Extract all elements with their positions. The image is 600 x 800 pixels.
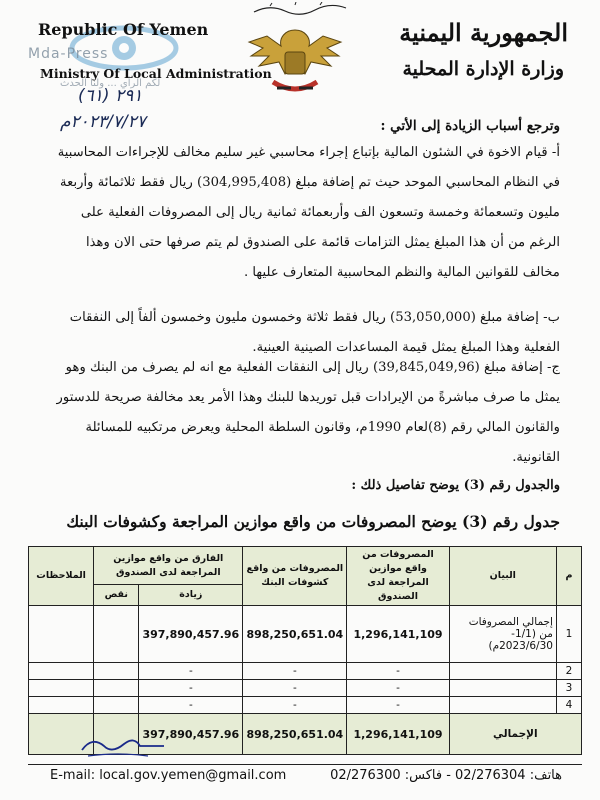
ministry-title-ar: وزارة الإدارة المحلية <box>402 58 564 80</box>
header-diff: الفارق من واقع موازين المراجعة لدى الصندوق <box>94 547 243 585</box>
header-m: م <box>556 547 581 606</box>
header-notes: الملاحظات <box>29 547 94 606</box>
cell-exp-ledger: - <box>347 663 449 680</box>
basmala-calligraphy <box>250 2 350 16</box>
table-row <box>29 680 582 697</box>
cell-decrease <box>94 606 139 663</box>
cell-m: 2 <box>556 663 581 680</box>
cell-notes <box>29 680 94 697</box>
cell-m: 3 <box>556 680 581 697</box>
cell-statement: إجمالي المصروفات من (1/1- 2023/6/30م) <box>449 606 556 663</box>
cell-exp-bank: - <box>243 680 347 697</box>
cell-decrease <box>94 663 139 680</box>
cell-increase: - <box>139 663 243 680</box>
cell-statement <box>449 663 556 680</box>
watermark-text: Mda-Press <box>28 46 109 62</box>
cell-m: 4 <box>556 697 581 714</box>
footer-email: E-mail: local.gov.yemen@gmail.com <box>50 768 287 783</box>
header-exp-ledger: المصروفات من واقع موازين المراجعة لدى الصندوق <box>347 547 449 606</box>
cell-exp-bank: - <box>243 697 347 714</box>
ministry-title-en: Ministry Of Local Administration <box>40 66 272 81</box>
cell-increase: 397,890,457.96 <box>139 606 243 663</box>
handwritten-signature <box>78 730 168 760</box>
handwritten-reference-number: (٦١) ٢٩١ <box>78 86 143 106</box>
cell-exp-bank: 898,250,651.04 <box>243 606 347 663</box>
cell-exp-ledger: - <box>347 697 449 714</box>
footer-divider <box>28 764 582 765</box>
header-exp-bank: المصروفات من واقع كشوفات البنك <box>243 547 347 606</box>
watermark-slogan: لكم الرأي ... ولنا الحدث <box>60 78 161 89</box>
cell-decrease <box>94 697 139 714</box>
republic-title-en: Republic Of Yemen <box>38 20 209 39</box>
header-increase: زيادة <box>139 585 243 606</box>
header-statement: البيان <box>449 547 556 606</box>
cell-total-exp-ledger: 1,296,141,109 <box>347 714 449 755</box>
header-decrease: نقص <box>94 585 139 606</box>
cell-notes <box>29 697 94 714</box>
paragraph-a: أ- قيام الاخوة في الشئون المالية بإتباع إجراء محاسبي غير سليم مخالف للإجراءات المحاسبية في النظام المحاسبي الموحد حيث تم إضافة مبلغ (304,995,408) ريال فقط ثلاثمائة وأربعة مليون وتسعمائة وخمسة وتسعون الف وأربعمائة ثمانية ريال إلى المصروفات الفعلية على الرغم من أن هذا المبلغ يمثل التزامات قائمة على الصندوق لم يتم صرفها حتى الان وهذا مخالف للقوانين المالية والنظم المحاسبية المتعارف عليها . <box>57 145 560 280</box>
republic-title-ar: الجمهورية اليمنية <box>399 18 568 47</box>
table-reference: والجدول رقم (3) يوضح تفاصيل ذلك : <box>351 478 560 493</box>
cell-notes <box>29 606 94 663</box>
handwritten-reference-date: ٢٠٢٣/٧/٢٧م <box>60 112 146 132</box>
table-title: جدول رقم (3) يوضح المصروفات من واقع موازين المراجعة وكشوفات البنك <box>66 512 560 531</box>
expenses-table <box>28 546 582 755</box>
cell-increase: - <box>139 680 243 697</box>
cell-exp-bank: - <box>243 663 347 680</box>
cell-increase: - <box>139 697 243 714</box>
cell-m: 1 <box>556 606 581 663</box>
table-row <box>29 697 582 714</box>
footer-phone-fax: هاتف: 02/276304 - فاكس: 02/276300 <box>330 768 562 783</box>
cell-statement <box>449 697 556 714</box>
reasons-intro: وترجع أسباب الزيادة إلى الأتي : <box>380 118 560 134</box>
yemen-eagle-emblem-icon <box>245 22 345 104</box>
cell-statement <box>449 680 556 697</box>
table-row <box>29 663 582 680</box>
paragraph-b: ب- إضافة مبلغ (53,050,000) ريال فقط ثلاثة وخمسون مليون وخمسون ألفاً إلى النفقات الفعلية وهذا المبلغ يمثل قيمة المساعدات الصينية العينية. <box>69 310 560 355</box>
table-row <box>29 606 582 663</box>
cell-total-label: الإجمالي <box>449 714 581 755</box>
cell-exp-ledger: 1,296,141,109 <box>347 606 449 663</box>
cell-total-increase: 397,890,457.96 <box>139 714 243 755</box>
cell-decrease <box>94 680 139 697</box>
paragraph-c: ج- إضافة مبلغ (39,845,049,96) ريال إلى النفقات الفعلية مع انه لم يصرف من البنك وهو يمثل ما صرف مباشرةً من الإيرادات قبل توريدها للبنك وهذا الأمر يعد مخالفة صريحة للدستور والقانون المالي رقم (8)لعام 1990م، وقانون السلطة المحلية ويعرض مرتكبيه للمسائلة القانونية. <box>56 360 560 465</box>
cell-notes <box>29 663 94 680</box>
cell-total-exp-bank: 898,250,651.04 <box>243 714 347 755</box>
cell-exp-ledger: - <box>347 680 449 697</box>
